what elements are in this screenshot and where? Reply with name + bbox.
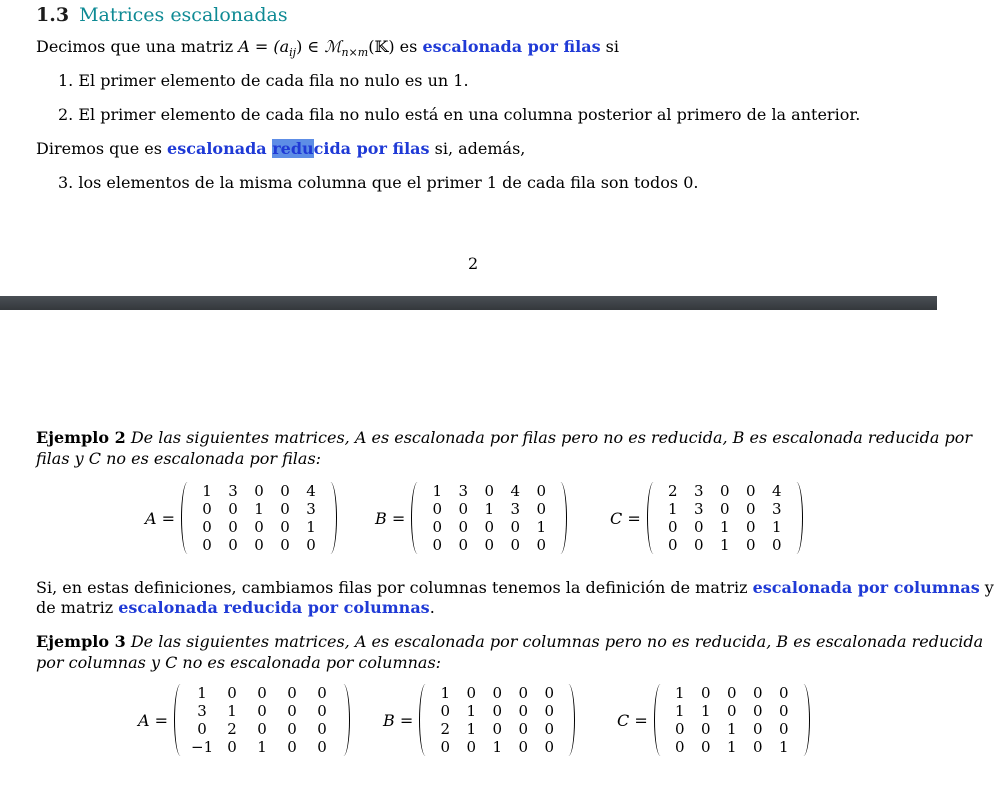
page-number: 2 (468, 254, 479, 273)
matrix-cell: 0 (202, 500, 212, 518)
matrix-cell: 0 (752, 738, 763, 756)
matrix-cell: 0 (317, 738, 327, 756)
left-parenthesis (174, 684, 185, 756)
matrix-cell: 0 (518, 738, 529, 756)
matrix-cell: 0 (280, 500, 290, 518)
matrix-cell: 1 (778, 738, 789, 756)
list-number: 3. (58, 173, 74, 192)
matrix-a (138, 684, 350, 756)
matrix-cell: 1 (771, 518, 782, 536)
matrix-cell: 0 (280, 536, 290, 554)
matrix-cell: 0 (287, 738, 297, 756)
right-parenthesis (564, 684, 575, 756)
matrix-cell: 0 (484, 536, 495, 554)
definition-row-echelon (36, 37, 619, 63)
text: Diremos que es (36, 139, 168, 158)
left-parenthesis (411, 482, 422, 554)
matrix-label: C = (617, 710, 648, 730)
matrix-cell: 0 (458, 500, 469, 518)
matrix-cell: 0 (492, 702, 503, 720)
right-parenthesis (792, 482, 803, 554)
matrix-grid (192, 482, 326, 554)
matrix-cell: 1 (254, 500, 264, 518)
matrix-cell: 0 (752, 720, 763, 738)
matrix-cell: 1 (202, 482, 212, 500)
matrix-cell: 1 (484, 500, 495, 518)
matrix-grid (422, 482, 556, 554)
matrix-cell: 0 (745, 536, 756, 554)
matrix-cell: 0 (536, 482, 547, 500)
matrix-cell: 0 (667, 518, 678, 536)
example-3-text (36, 631, 983, 673)
formula-subscript: ij (289, 46, 297, 60)
matrix-cell: 0 (752, 702, 763, 720)
section-title: Matrices escalonadas (79, 4, 288, 26)
equals-sign: = (629, 710, 648, 730)
paragraph-columns (36, 578, 994, 598)
matrix-cell: 0 (484, 518, 495, 536)
matrix-cell: 1 (536, 518, 547, 536)
list-number: 1. (58, 71, 74, 90)
formula-matrix-space: ℳ (324, 37, 342, 56)
matrix-cell: 3 (306, 500, 316, 518)
matrix-cell: 0 (536, 536, 547, 554)
matrix-cell: 0 (287, 684, 297, 702)
matrix-cell: 0 (544, 684, 555, 702)
matrix-cell: 0 (440, 702, 451, 720)
matrix-cell: 0 (667, 536, 678, 554)
term-part: escalonada (167, 139, 273, 158)
left-parenthesis (647, 482, 658, 554)
equals-sign: = (156, 508, 176, 528)
matrix-cell: 0 (778, 720, 789, 738)
matrix-cell: 0 (228, 536, 238, 554)
matrix-label: C = (610, 508, 641, 528)
matrix-cell: 2 (227, 720, 237, 738)
list-item (58, 105, 860, 125)
left-parenthesis (654, 684, 665, 756)
matrix-cell: 0 (674, 738, 685, 756)
matrix-cell: 0 (440, 738, 451, 756)
matrix-cell: 1 (719, 536, 730, 554)
matrix-cell: 0 (197, 720, 207, 738)
matrix-cell: 0 (510, 518, 521, 536)
matrix-cell: 0 (228, 500, 238, 518)
matrix-cell: 0 (771, 536, 782, 554)
selection-highlight: redu (272, 139, 314, 158)
list-text: El primer elemento de cada fila no nulo está en una columna posterior al primero de la anterior. (78, 105, 861, 124)
matrix-label: B = (375, 508, 406, 528)
matrix-cell: 1 (306, 518, 316, 536)
matrix-label: A = (145, 508, 176, 528)
matrix-cell: 0 (700, 684, 711, 702)
section-number: 1.3 (36, 4, 70, 26)
matrix-cell: 0 (518, 702, 529, 720)
matrix-cell: 1 (674, 702, 685, 720)
right-parenthesis (799, 684, 810, 756)
matrix-cell: 0 (432, 536, 443, 554)
matrix-cell: 0 (317, 702, 327, 720)
matrix-cell: 0 (254, 518, 264, 536)
matrix-cell: 4 (771, 482, 782, 500)
matrix-c (610, 482, 803, 554)
matrix-cell: 1 (227, 702, 237, 720)
matrix-cell: 2 (667, 482, 678, 500)
list-text: El primer elemento de cada fila no nulo es un 1. (78, 71, 469, 90)
matrix-cell: 3 (693, 482, 704, 500)
matrix-cell: 3 (510, 500, 521, 518)
matrix-cell: 0 (280, 518, 290, 536)
example-text-line: por columnas y C no es escalonada por columnas: (36, 653, 442, 672)
equals-sign: = (386, 508, 406, 528)
matrix-cell: 0 (202, 518, 212, 536)
matrix-cell: 0 (432, 500, 443, 518)
equals-sign: = (622, 508, 641, 528)
list-item (58, 71, 469, 91)
matrix-cell: 0 (228, 518, 238, 536)
matrix-cell: 0 (726, 684, 737, 702)
example-text-line: De las siguientes matrices, A es escalonada por filas pero no es reducida, B es escalonada reducida por (125, 428, 973, 447)
formula-subscript: n×m (341, 46, 369, 60)
left-parenthesis (181, 482, 192, 554)
matrix-cell: 0 (484, 482, 495, 500)
formula: A = (a (238, 37, 290, 56)
list-text: los elementos de la misma columna que el primer 1 de cada fila son todos 0. (78, 173, 699, 192)
example-label: Ejemplo 3 (36, 632, 126, 651)
matrix-cell: 0 (466, 684, 477, 702)
matrix-a (145, 482, 337, 554)
term-link[interactable]: escalonada por columnas (752, 578, 980, 597)
matrix-cell: 1 (197, 684, 207, 702)
example-text-line: filas y C no es escalonada por filas: (36, 449, 322, 468)
matrix-cell: 1 (466, 720, 477, 738)
matrix-cell: 0 (674, 720, 685, 738)
matrix-cell: 0 (458, 518, 469, 536)
matrix-cell: 1 (674, 684, 685, 702)
term-link[interactable] (167, 139, 430, 158)
matrix-cell: 0 (778, 702, 789, 720)
matrix-cell: 0 (700, 720, 711, 738)
matrix-cell: 0 (466, 738, 477, 756)
matrix-cell: 0 (544, 720, 555, 738)
definition-reduced (36, 139, 525, 159)
matrix-cell: 0 (227, 684, 237, 702)
matrix-cell: 0 (544, 702, 555, 720)
matrix-b (383, 684, 575, 756)
text: de matriz (36, 598, 119, 617)
matrix-cell: 0 (544, 738, 555, 756)
list-number: 2. (58, 105, 74, 124)
matrix-cell: 0 (752, 684, 763, 702)
matrix-cell: 3 (197, 702, 207, 720)
matrix-cell: 0 (306, 536, 316, 554)
equals-sign: = (149, 710, 169, 730)
matrix-cell: 0 (745, 482, 756, 500)
example-text-line: De las siguientes matrices, A es escalonada por columnas pero no es reducida, B es escalonada reducida (125, 632, 984, 651)
text: Si, en estas definiciones, cambiamos filas por columnas tenemos la definición de matriz (36, 578, 753, 597)
matrix-cell: 0 (257, 684, 267, 702)
matrix-cell: 1 (667, 500, 678, 518)
matrix-cell: 0 (719, 482, 730, 500)
page-separator (0, 296, 937, 310)
matrix-label: B = (383, 710, 414, 730)
matrix-cell: 0 (745, 518, 756, 536)
matrix-cell: 0 (778, 684, 789, 702)
matrix-cell: 1 (700, 702, 711, 720)
equals-sign: = (394, 710, 414, 730)
formula: (𝕂) es (368, 37, 423, 56)
matrix-cell: 0 (510, 536, 521, 554)
matrix-cell: 3 (458, 482, 469, 500)
term-link[interactable]: escalonada reducida por columnas (118, 598, 430, 617)
section-heading (36, 4, 288, 26)
matrix-cell: −1 (191, 738, 214, 756)
text: . (429, 598, 435, 617)
matrix-cell: 0 (432, 518, 443, 536)
matrix-label: A = (138, 710, 169, 730)
matrix-cell: 0 (287, 720, 297, 738)
matrix-cell: 0 (257, 702, 267, 720)
matrix-cell: 1 (257, 738, 267, 756)
matrix-cell: 0 (700, 738, 711, 756)
right-parenthesis (556, 482, 567, 554)
matrix-c (617, 684, 810, 756)
matrix-cell: 0 (254, 536, 264, 554)
matrix-cell: 1 (440, 684, 451, 702)
matrix-grid (665, 684, 799, 756)
matrix-cell: 1 (466, 702, 477, 720)
matrix-cell: 0 (287, 702, 297, 720)
matrix-grid (430, 684, 564, 756)
matrix-cell: 0 (257, 720, 267, 738)
matrix-cell: 0 (719, 500, 730, 518)
matrix-cell: 0 (726, 702, 737, 720)
matrix-cell: 3 (228, 482, 238, 500)
matrix-cell: 0 (202, 536, 212, 554)
list-item (58, 173, 698, 193)
matrix-cell: 0 (227, 738, 237, 756)
term-part: cida por filas (313, 139, 430, 158)
matrix-cell: 0 (317, 684, 327, 702)
matrix-cell: 0 (458, 536, 469, 554)
matrix-cell: 1 (726, 738, 737, 756)
matrix-cell: 3 (693, 500, 704, 518)
formula: ) ∈ (296, 37, 325, 56)
example-label: Ejemplo 2 (36, 428, 126, 447)
matrix-b (375, 482, 567, 554)
matrix-cell: 1 (726, 720, 737, 738)
matrix-grid (658, 482, 792, 554)
matrix-cell: 0 (518, 684, 529, 702)
matrix-cell: 3 (771, 500, 782, 518)
matrix-cell: 0 (254, 482, 264, 500)
matrix-cell: 0 (693, 518, 704, 536)
matrix-cell: 1 (492, 738, 503, 756)
right-parenthesis (339, 684, 350, 756)
matrix-cell: 4 (306, 482, 316, 500)
matrix-cell: 4 (510, 482, 521, 500)
left-parenthesis (419, 684, 430, 756)
matrix-cell: 0 (536, 500, 547, 518)
matrix-cell: 0 (492, 684, 503, 702)
matrix-cell: 0 (745, 500, 756, 518)
matrix-cell: 1 (432, 482, 443, 500)
matrix-cell: 0 (492, 720, 503, 738)
text: y (979, 578, 994, 597)
matrix-cell: 1 (719, 518, 730, 536)
term-link[interactable]: escalonada por filas (422, 37, 601, 56)
paragraph-columns-line2 (36, 598, 435, 618)
matrix-cell: 0 (518, 720, 529, 738)
matrix-cell: 0 (317, 720, 327, 738)
matrix-cell: 0 (693, 536, 704, 554)
text: si, además, (429, 139, 526, 158)
matrix-cell: 2 (440, 720, 451, 738)
matrix-cell: 0 (280, 482, 290, 500)
right-parenthesis (326, 482, 337, 554)
matrix-grid (185, 684, 339, 756)
text: si (600, 37, 619, 56)
text: Decimos que una matriz (36, 37, 239, 56)
example-2-text (36, 427, 972, 469)
